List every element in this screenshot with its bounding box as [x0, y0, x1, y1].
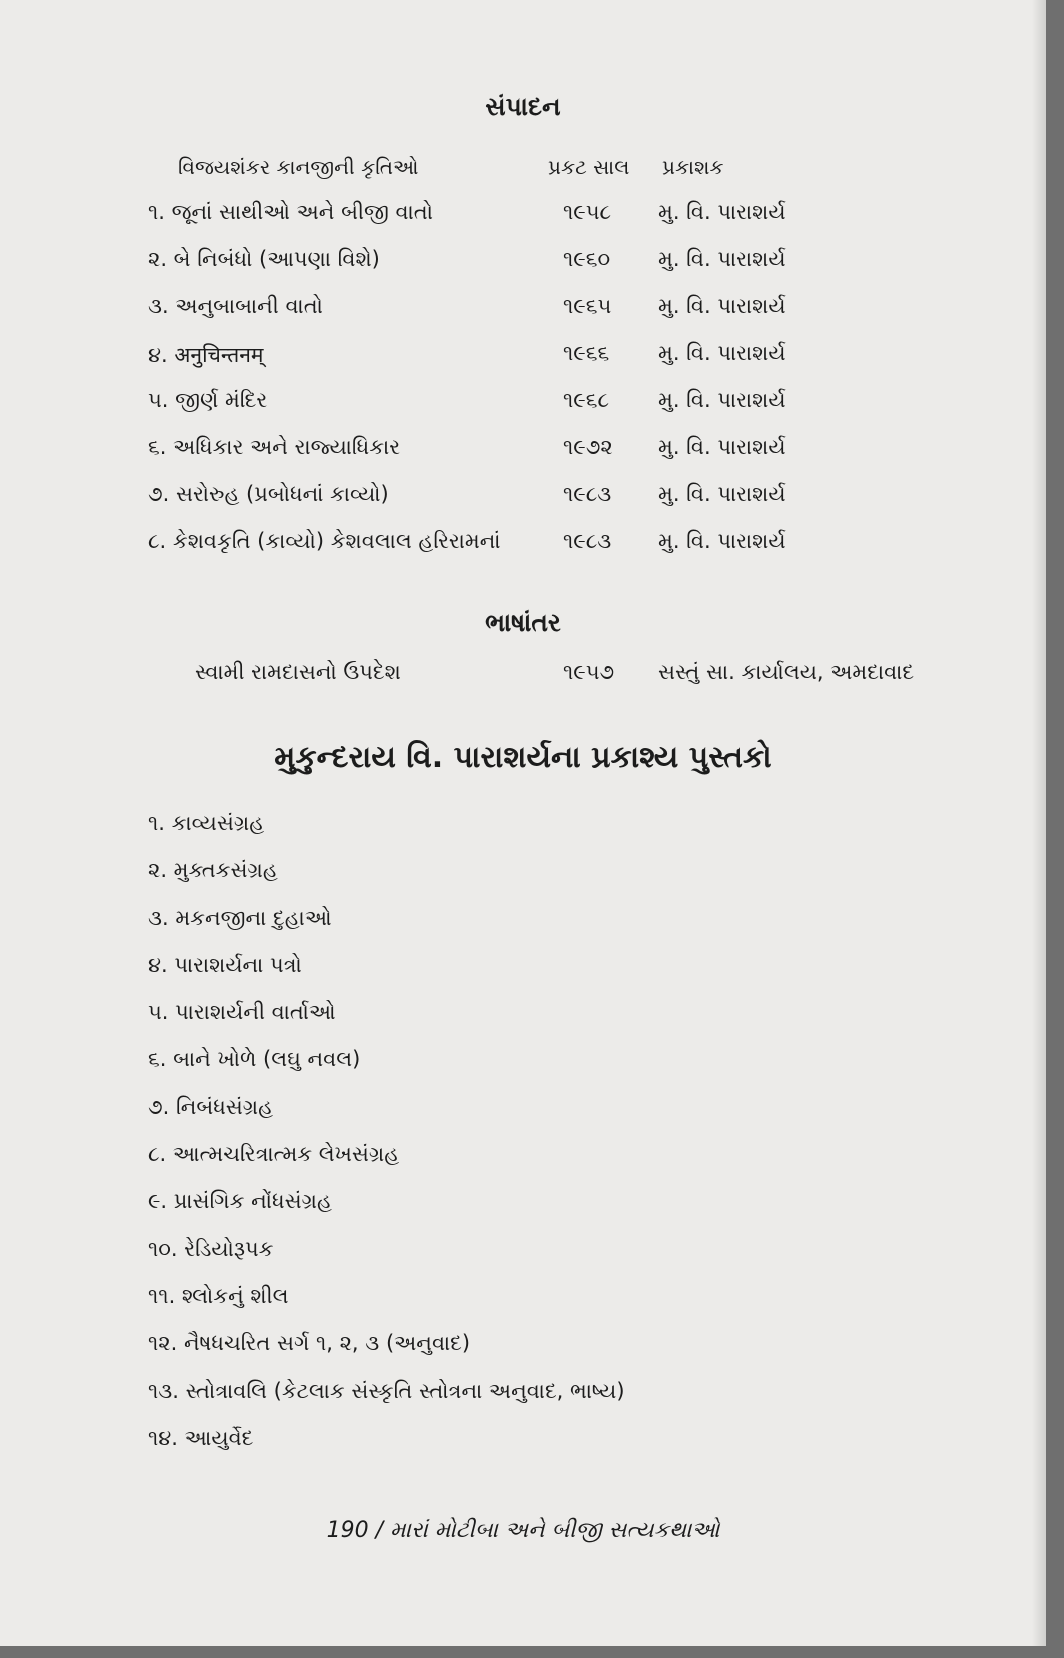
- list-item: ૧૨. નૈષધચરિત સર્ગ ૧, ૨, ૩ (અનુવાદ): [148, 1331, 471, 1356]
- forthcoming-books-list: [148, 800, 625, 1462]
- work-title: ૨. બે નિબંધો (આપણા વિશે): [148, 247, 380, 271]
- work-year: ૧૯૬૦: [563, 247, 611, 271]
- work-title: ૪. अनुचिन्तनम्: [148, 343, 264, 367]
- translation-year: ૧૯૫૭: [563, 660, 615, 684]
- work-year: ૧૯૮૩: [563, 482, 612, 506]
- work-publisher: મુ. વિ. પારાશર્ય: [658, 388, 786, 412]
- list-item: ૧૧. શ્લોકનું શીલ: [148, 1283, 289, 1308]
- works-table-row: [0, 435, 1046, 475]
- list-item: ૩. મકનજીના દુહાઓ: [148, 905, 332, 930]
- column-header-works: વિજયશંકર કાનજીની કૃતિઓ: [178, 155, 419, 179]
- work-publisher: મુ. વિ. પારાશર્ય: [658, 435, 786, 459]
- works-table-row: [0, 200, 1046, 240]
- work-publisher: મુ. વિ. પારાશર્ય: [658, 294, 786, 318]
- work-title: ૮. કેશવકૃતિ (કાવ્યો) કેશવલાલ હરિરામનાં: [148, 529, 501, 553]
- work-title: ૭. સરોરુહ (પ્રબોધનાં કાવ્યો): [148, 482, 389, 506]
- translation-title: સ્વામી રામદાસનો ઉપદેશ: [195, 660, 401, 684]
- work-title: ૩. અનુબાબાની વાતો: [148, 294, 323, 318]
- list-item: ૧૩. સ્તોત્રાવલિ (કેટલાક સંસ્કૃતિ સ્તોત્રના અનુવાદ, ભાષ્ય): [148, 1378, 625, 1403]
- work-title: ૬. અધિકાર અને રાજ્યાધિકાર: [148, 435, 401, 459]
- work-year: ૧૯૬૮: [563, 388, 610, 412]
- works-table-row: [0, 388, 1046, 428]
- work-publisher: મુ. વિ. પારાશર્ય: [658, 200, 786, 224]
- column-header-year: પ્રકટ સાલ: [548, 155, 630, 179]
- work-year: ૧૯૮૩: [563, 529, 612, 553]
- section-heading-prakashya: મુકુન્દરાય વિ. પારાશર્યના પ્રકાશ્ય પુસ્તકો: [274, 740, 772, 775]
- works-table-row: [0, 341, 1046, 381]
- column-header-publisher: પ્રકાશક: [662, 155, 724, 179]
- work-year: ૧૯૭૨: [563, 435, 613, 459]
- section-heading-bhashantar: ભાષાંતર: [485, 608, 561, 637]
- list-item: ૧. કાવ્યસંગ્રહ: [148, 811, 265, 835]
- works-table-row: [0, 247, 1046, 287]
- work-title: ૧. જૂનાં સાથીઓ અને બીજી વાતો: [148, 200, 433, 224]
- list-item: ૧૪. આયુર્વેદ: [148, 1425, 254, 1450]
- work-year: ૧૯૬૫: [563, 294, 612, 318]
- work-publisher: મુ. વિ. પારાશર્ય: [658, 247, 786, 271]
- translation-row: [0, 660, 1046, 700]
- list-item: ૭. નિબંધસંગ્રહ: [148, 1094, 274, 1119]
- list-item: ૨. મુક્તકસંગ્રહ: [148, 858, 278, 883]
- work-title: ૫. જીર્ણ મંદિર: [148, 388, 268, 412]
- works-table-row: [0, 294, 1046, 334]
- work-year: ૧૯૫૮: [563, 200, 612, 224]
- works-table-row: [0, 529, 1046, 569]
- page-footer: 190 / મારાં મોટીબા અને બીજી સત્યકથાઓ: [326, 1518, 720, 1543]
- list-item: ૯. પ્રાસંગિક નોંધસંગ્રહ: [148, 1189, 332, 1214]
- work-publisher: મુ. વિ. પારાશર્ય: [658, 529, 786, 553]
- list-item: ૪. પારાશર્યના પત્રો: [148, 952, 302, 977]
- work-publisher: મુ. વિ. પારાશર્ય: [658, 341, 786, 365]
- works-table-row: [0, 482, 1046, 522]
- translation-publisher: સસ્તું સા. કાર્યાલય, અમદાવાદ: [658, 660, 915, 684]
- list-item: ૫. પારાશર્યની વાર્તાઓ: [148, 1000, 336, 1025]
- list-item: ૮. આત્મચરિત્રાત્મક લેખસંગ્રહ: [148, 1142, 400, 1167]
- section-heading-sampadan: સંપાદન: [485, 92, 561, 121]
- list-item: ૬. બાને ખોળે (લઘુ નવલ): [148, 1047, 361, 1072]
- work-year: ૧૯૬૬: [563, 341, 610, 365]
- work-publisher: મુ. વિ. પારાશર્ય: [658, 482, 786, 506]
- list-item: ૧૦. રેડિયોરૂપક: [148, 1236, 274, 1261]
